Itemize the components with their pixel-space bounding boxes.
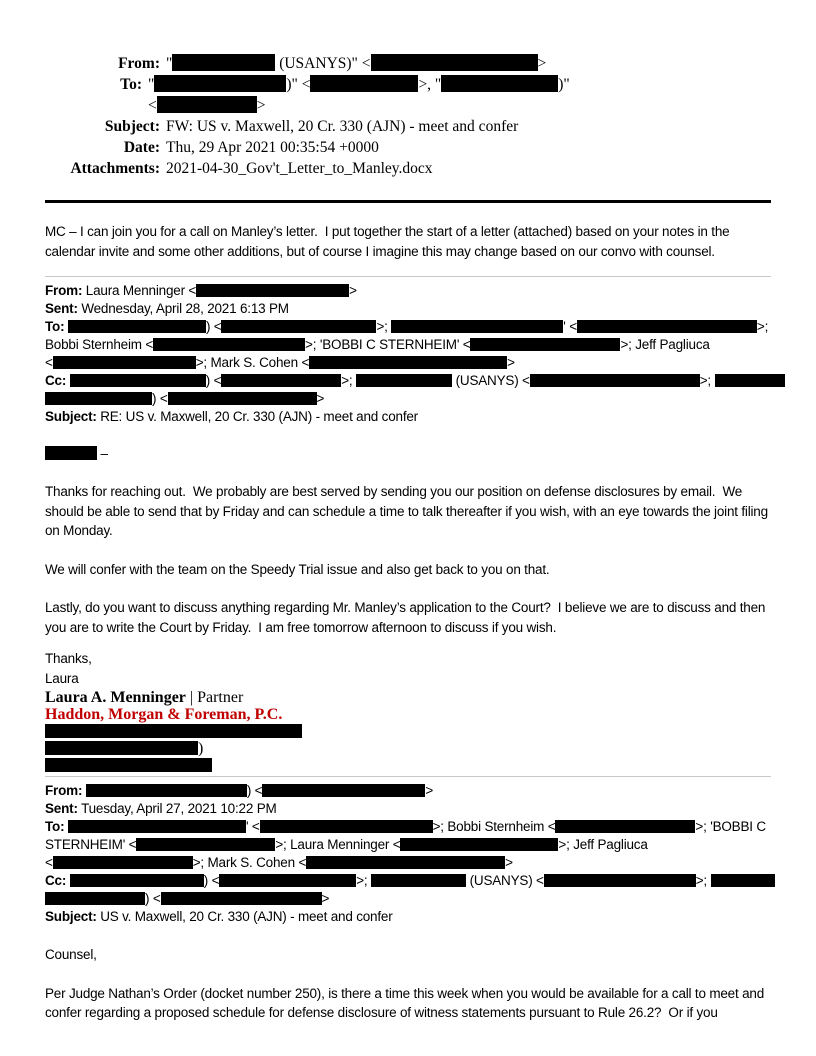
paragraph-speedy-trial: We will confer with the team on the Speedy Trial issue and also get back to you on that. — [45, 561, 550, 577]
text-segment: ' < — [563, 319, 577, 334]
closing-thanks: Thanks, — [45, 651, 92, 666]
text-segment: Subject: — [45, 409, 97, 424]
text-line — [45, 854, 771, 872]
redaction-bar — [154, 75, 286, 92]
header-value-to — [142, 74, 570, 116]
text-segment: >; — [695, 873, 711, 888]
text-segment: From: — [45, 283, 83, 298]
redaction-bar — [68, 320, 206, 333]
text-segment: Laura A. Menninger — [45, 689, 186, 706]
text-segment: Tuesday, April 27, 2021 10:22 PM — [77, 801, 277, 816]
text-segment: >; Laura Menninger < — [275, 837, 401, 852]
paragraph-thanks-for-reaching-out: Thanks for reaching out. We probably are best served by sending you our position on defense disclosures by email. We should be able to send that by Friday and can schedule a time to talk thereafter if you wish, with an eye towards the joint filing on Monday. — [45, 484, 772, 538]
header-value-attachments — [160, 158, 433, 179]
text-segment: >; — [356, 873, 372, 888]
text-segment: US v. Maxwell, 20 Cr. 330 (AJN) - meet and confer — [96, 909, 393, 924]
intro-paragraph: MC – I can join you for a call on Manley’s letter. I put together the start of a letter (attached) based on your notes in the calendar invite and some other additions, but of course I imagine this may change based on our convo with counsel. — [45, 224, 734, 259]
text-segment: To: — [45, 819, 65, 834]
text-segment: Subject: — [45, 909, 97, 924]
text-segment: > — [425, 783, 434, 798]
text-line — [45, 757, 771, 774]
text-segment: > — [321, 891, 330, 906]
text-segment: " — [148, 76, 155, 93]
text-segment: Cc: — [45, 373, 67, 388]
redaction-bar — [157, 96, 257, 113]
text-segment: )" — [558, 76, 570, 93]
header-label-subject: Subject: — [104, 118, 160, 135]
text-segment: >; Jeff Pagliuca — [620, 337, 710, 352]
text-segment: >; 'BOBBI C — [695, 819, 766, 834]
text-segment: < — [148, 97, 157, 114]
redaction-bar — [70, 874, 204, 887]
text-line — [166, 116, 518, 137]
text-line — [45, 723, 771, 740]
text-segment: From: — [45, 783, 83, 798]
text-segment: > — [537, 55, 547, 72]
text-segment: > — [256, 97, 266, 114]
header-row-date — [45, 137, 771, 158]
paragraph-manley-application: Lastly, do you want to discuss anything regarding Mr. Manley’s application to the Court? I believe we are to discuss and then you are to write the Court by Friday. I am free tomorrow afternoon to discuss if you wish. — [45, 600, 769, 635]
text-segment: ) < — [205, 373, 222, 388]
text-segment: " — [166, 55, 173, 72]
text-segment: Sent: — [45, 301, 78, 316]
text-line — [45, 818, 771, 836]
header-row-attachments — [45, 158, 771, 179]
text-segment: < — [45, 355, 53, 370]
text-line — [148, 95, 570, 116]
text-segment: Haddon, Morgan & Foreman, P.C. — [45, 706, 283, 723]
text-segment: >; — [376, 319, 392, 334]
redaction-bar — [136, 838, 275, 851]
separator-line-1 — [45, 276, 771, 277]
text-segment: ) < — [145, 891, 161, 906]
text-segment: RE: US v. Maxwell, 20 Cr. 330 (AJN) - meet and confer — [96, 409, 418, 424]
salutation-counsel: Counsel, — [45, 947, 97, 962]
text-line — [45, 689, 771, 706]
redaction-bar — [577, 320, 757, 333]
redaction-bar — [530, 374, 700, 387]
redaction-bar — [470, 338, 620, 351]
text-segment: Wednesday, April 28, 2021 6:13 PM — [77, 301, 289, 316]
redaction-bar — [356, 374, 452, 387]
redaction-bar — [715, 374, 785, 387]
redaction-bar — [555, 820, 695, 833]
text-segment: >; Mark S. Cohen < — [195, 355, 310, 370]
text-segment: (USANYS) < — [466, 873, 544, 888]
text-line — [45, 872, 771, 890]
redaction-bar — [260, 820, 433, 833]
quoted-email-2-header — [45, 782, 771, 926]
text-segment: ' < — [245, 819, 260, 834]
text-segment: ) — [198, 740, 204, 757]
redaction-bar — [306, 856, 505, 869]
redaction-bar — [196, 284, 349, 297]
text-line — [166, 53, 546, 74]
redaction-bar — [45, 741, 198, 755]
text-segment: ) < — [205, 319, 222, 334]
text-line — [45, 372, 771, 390]
header-value-subject — [160, 116, 518, 137]
text-line — [45, 800, 771, 818]
greeting-line — [45, 445, 771, 463]
header-value-date — [160, 137, 379, 158]
redaction-bar — [221, 320, 376, 333]
redaction-bar — [221, 374, 341, 387]
header-label-from: From: — [118, 55, 160, 72]
text-segment: > — [507, 355, 515, 370]
text-line — [45, 706, 771, 723]
redaction-bar — [53, 856, 193, 869]
text-line — [45, 890, 771, 908]
text-segment: (USANYS)" < — [275, 55, 371, 72]
redaction-bar — [371, 874, 466, 887]
redaction-bar — [262, 784, 425, 797]
redaction-bar — [45, 392, 152, 405]
redaction-bar — [309, 356, 507, 369]
text-line — [166, 137, 379, 158]
text-line — [45, 300, 771, 318]
text-segment: >; — [341, 373, 357, 388]
text-line — [45, 908, 771, 926]
closing-block — [45, 649, 771, 688]
separator-line-2 — [45, 776, 771, 777]
text-line — [45, 740, 771, 757]
text-segment: >; 'BOBBI C STERNHEIM' < — [305, 337, 471, 352]
text-segment: > — [505, 855, 513, 870]
text-line — [45, 354, 771, 372]
text-segment: > — [316, 391, 325, 406]
text-segment: < — [45, 855, 53, 870]
closing-laura: Laura — [45, 670, 79, 686]
redaction-bar — [371, 54, 538, 71]
redaction-bar — [153, 338, 305, 351]
paragraph-judge-nathan-order: Per Judge Nathan’s Order (docket number 250), is there a time this week when you would be available for a call to meet and confer regarding a proposed schedule for defense disclosure of witness statements pursuant to Rule 26.2? Or if you — [45, 985, 768, 1020]
header-value-from — [160, 53, 546, 74]
redaction-bar — [45, 446, 97, 460]
header-label-attachments: Attachments: — [70, 160, 160, 177]
text-line — [148, 74, 570, 95]
text-segment: >; — [756, 319, 769, 334]
text-line — [45, 408, 771, 426]
redaction-bar — [391, 320, 563, 333]
redaction-bar — [544, 874, 696, 887]
text-segment: ) < — [246, 783, 263, 798]
text-segment: 2021-04-30_Gov't_Letter_to_Manley.docx — [166, 160, 433, 177]
quoted-email-1-header — [45, 282, 771, 426]
text-line — [45, 336, 771, 354]
header-divider-rule — [45, 200, 771, 203]
header-row-subject — [45, 116, 771, 137]
redaction-bar — [45, 892, 145, 905]
redaction-bar — [45, 758, 212, 772]
header-row-to — [45, 74, 771, 116]
text-segment: Sent: — [45, 801, 78, 816]
redaction-bar — [68, 820, 246, 833]
redaction-bar — [70, 374, 206, 387]
text-line — [45, 836, 771, 854]
redaction-bar — [310, 75, 418, 92]
text-segment: Cc: — [45, 873, 67, 888]
signature-block — [45, 689, 771, 774]
text-segment: To: — [45, 319, 65, 334]
header-label-to: To: — [120, 76, 142, 93]
redaction-bar — [400, 838, 558, 851]
text-line — [166, 158, 433, 179]
text-segment: Bobbi Sternheim < — [45, 337, 154, 352]
text-line — [45, 282, 771, 300]
text-segment: Thu, 29 Apr 2021 00:35:54 +0000 — [166, 139, 379, 156]
text-segment: – — [97, 446, 108, 461]
redaction-bar — [86, 784, 247, 797]
text-segment: | Partner — [185, 689, 244, 706]
text-line — [45, 318, 771, 336]
text-segment: Laura Menninger < — [82, 283, 197, 298]
text-segment: (USANYS) < — [452, 373, 530, 388]
header-row-from — [45, 53, 771, 74]
text-line — [45, 445, 771, 463]
text-segment: >; Jeff Pagliuca — [558, 837, 648, 852]
redaction-bar — [161, 892, 322, 905]
email-header — [45, 53, 771, 179]
redaction-bar — [172, 54, 275, 71]
text-segment: >; Mark S. Cohen < — [192, 855, 307, 870]
redaction-bar — [53, 356, 196, 369]
text-segment: > — [349, 283, 357, 298]
text-segment: >, " — [418, 76, 442, 93]
text-line — [45, 390, 771, 408]
text-segment: STERNHEIM' < — [45, 837, 137, 852]
text-segment: ) < — [203, 873, 220, 888]
text-segment: >; — [699, 373, 715, 388]
redaction-bar — [45, 724, 302, 738]
redaction-bar — [441, 75, 558, 92]
text-segment: ) < — [152, 391, 168, 406]
text-segment: FW: US v. Maxwell, 20 Cr. 330 (AJN) - meet and confer — [166, 118, 519, 135]
text-segment: >; Bobbi Sternheim < — [432, 819, 556, 834]
header-label-date: Date: — [123, 139, 160, 156]
text-line — [45, 782, 771, 800]
redaction-bar — [168, 392, 317, 405]
redaction-bar — [711, 874, 775, 887]
redaction-bar — [219, 874, 356, 887]
text-segment: )" < — [286, 76, 311, 93]
